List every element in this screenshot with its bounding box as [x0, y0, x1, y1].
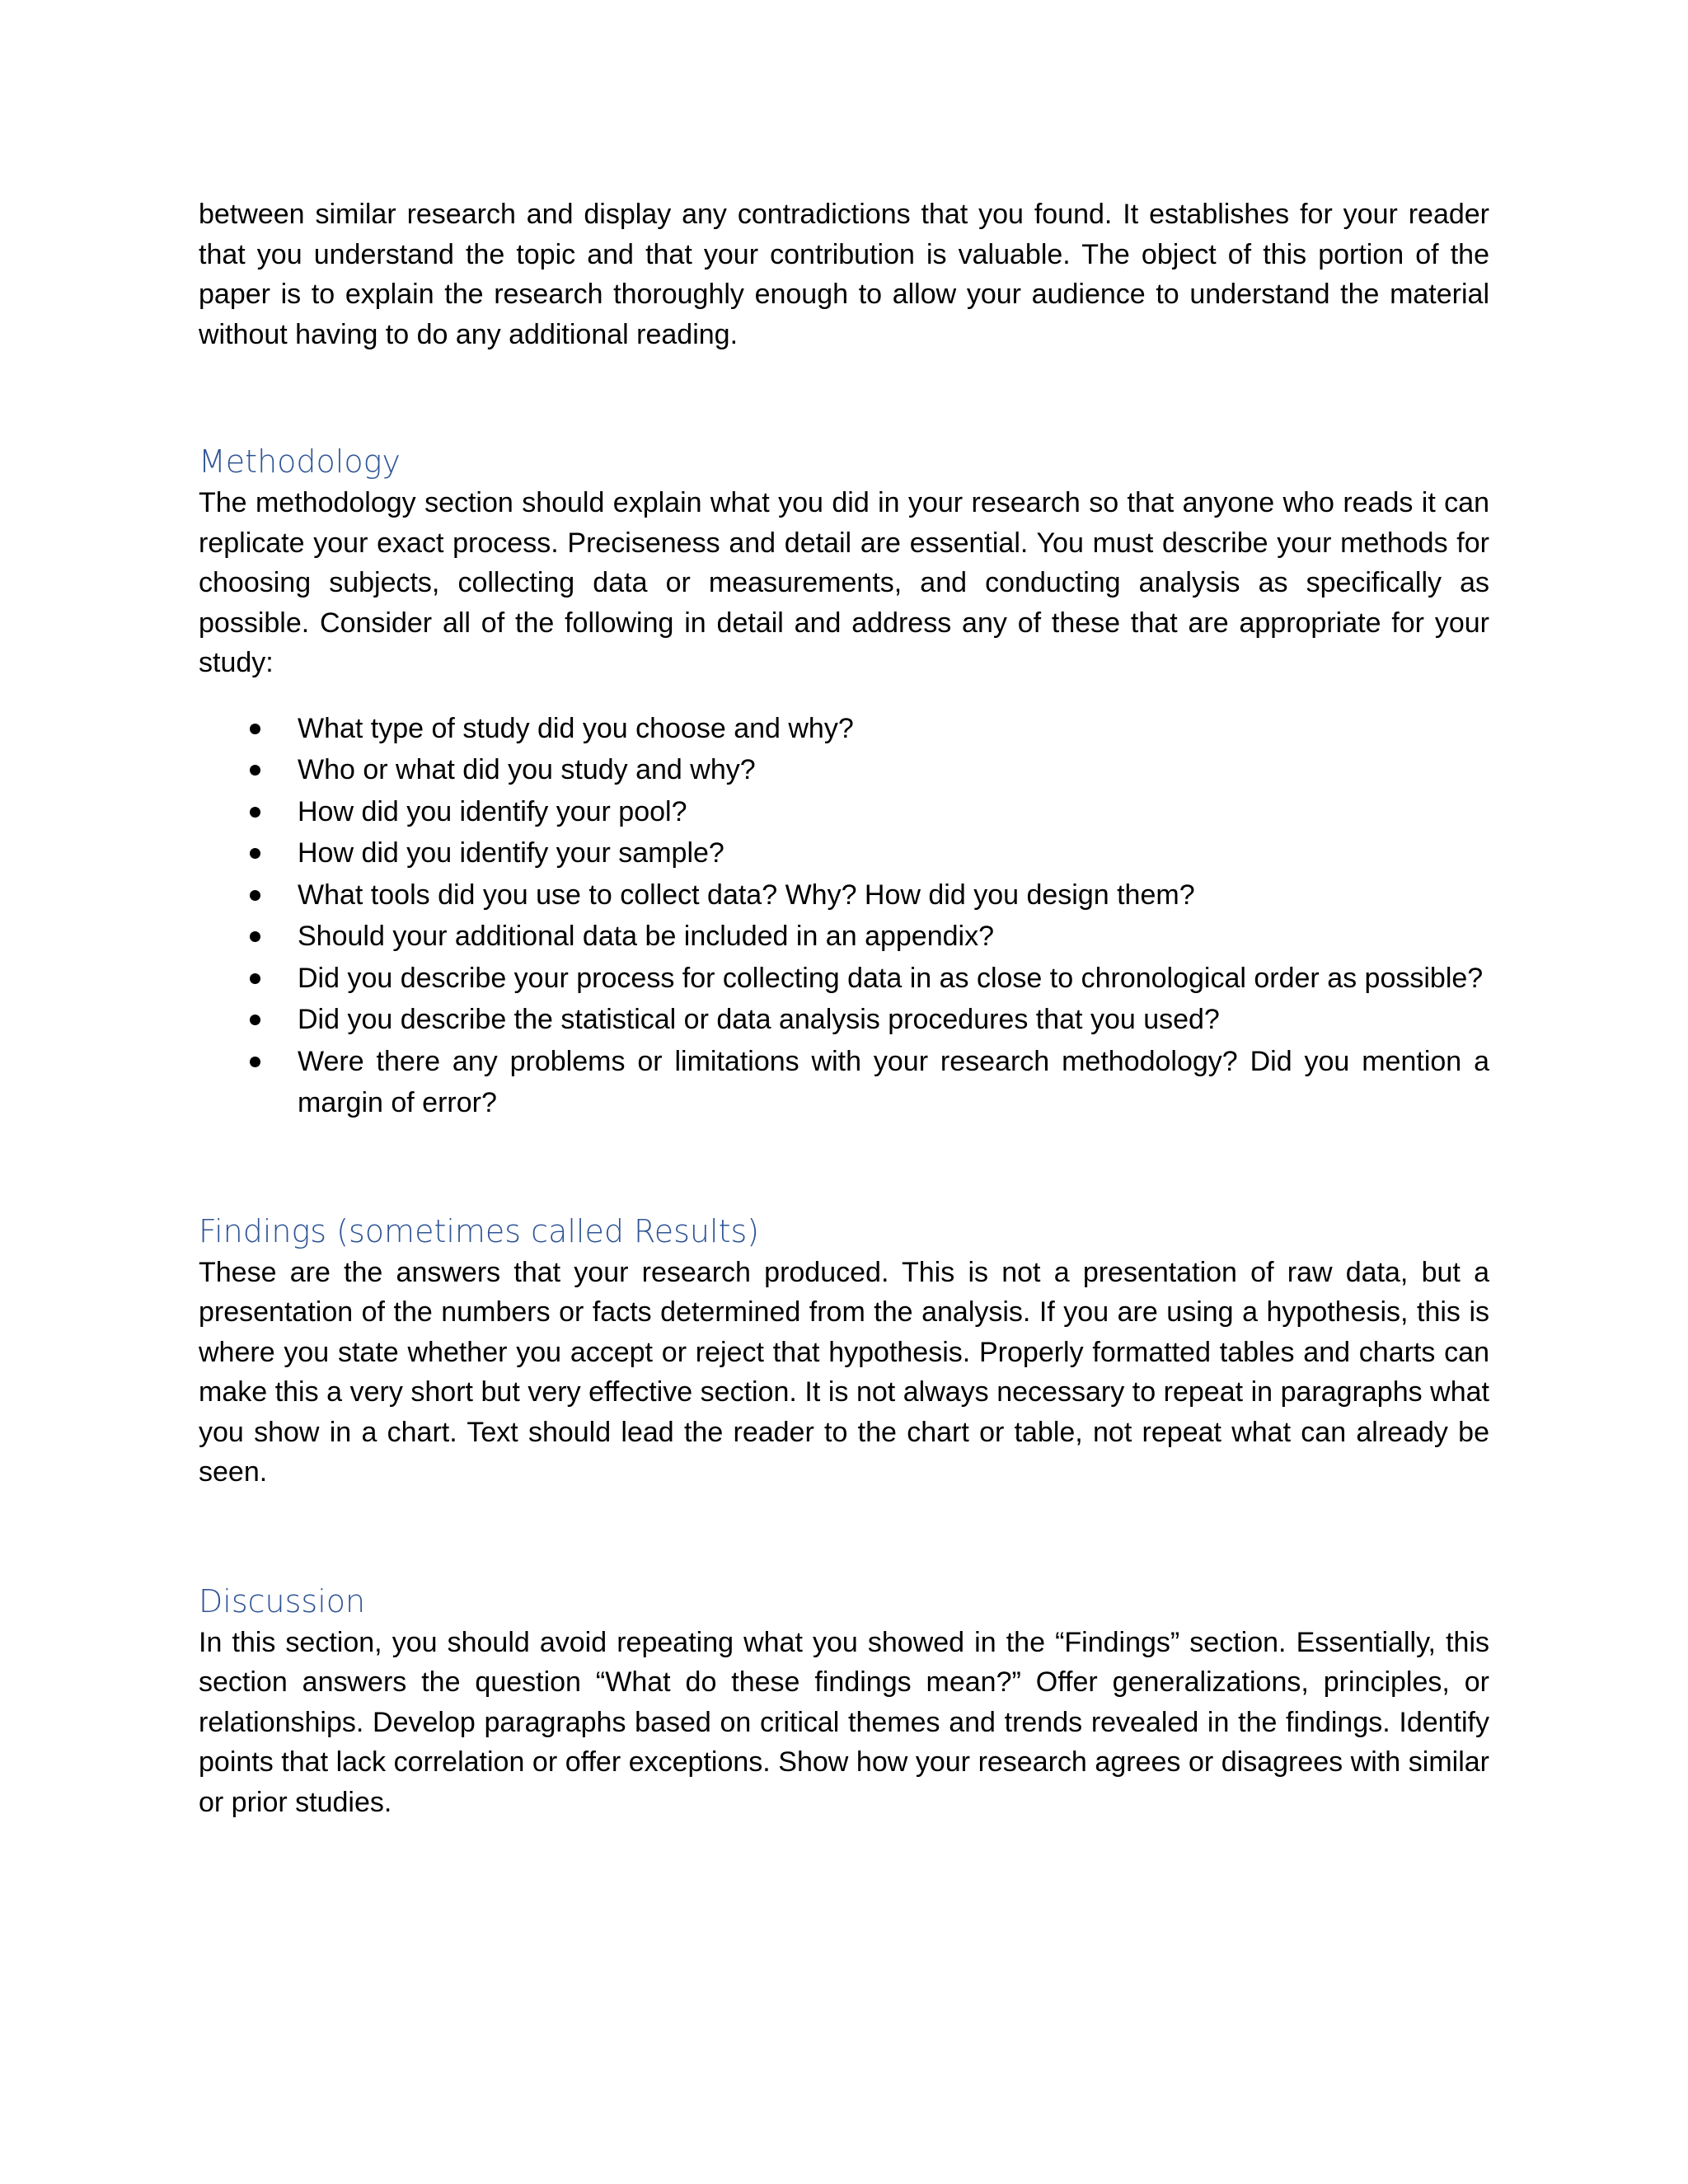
- list-item: [199, 916, 1489, 958]
- list-item-text: Should your additional data be included in an appendix?: [298, 921, 994, 952]
- methodology-heading: Methodology: [199, 443, 401, 480]
- bullet-icon: [250, 890, 260, 901]
- bullet-icon: [250, 765, 260, 776]
- discussion-heading: Discussion: [199, 1582, 366, 1619]
- bullet-icon: [250, 1015, 260, 1025]
- list-item-text: How did you identify your sample?: [298, 837, 724, 869]
- methodology-paragraph: The methodology section should explain what you did in your research so that anyone who reads it can replicate your exact process. Preciseness and detail are essential. You must describe your methods for choosing subjects, collecting data or measurements, and conducting analysis as specifically as possible. Consider all of the following in detail and address any of these that are appropriate for your study:: [199, 487, 1489, 678]
- list-item-text: Were there any problems or limitations with your research methodology? Did you mention a margin of error?: [298, 1045, 1489, 1118]
- findings-paragraph: These are the answers that your research produced. This is not a presentation of raw data, but a presentation of the numbers or facts determined from the analysis. If you are using a hypothesis, this is where you state whether you accept or reject that hypothesis. Properly formatted tables and charts can make this a very short but very effective section. It is not always necessary to repeat in paragraphs what you show in a chart. Text should lead the reader to the chart or table, not repeat what can already be seen.: [199, 1256, 1489, 1488]
- methodology-bullet-list: [199, 708, 1489, 1124]
- bullet-icon: [250, 931, 260, 942]
- document-page: [199, 194, 1489, 1822]
- list-item-text: What tools did you use to collect data? Why? How did you design them?: [298, 879, 1195, 911]
- list-item: [199, 832, 1489, 874]
- list-item-text: Who or what did you study and why?: [298, 754, 756, 785]
- findings-heading: Findings (sometimes called Results): [199, 1212, 760, 1249]
- list-item: [199, 791, 1489, 833]
- list-item-text: Did you describe your process for collecting data in as close to chronological order as possible?: [298, 962, 1484, 994]
- list-item-text: How did you identify your pool?: [298, 795, 687, 827]
- list-item: [199, 1041, 1489, 1124]
- discussion-paragraph: In this section, you should avoid repeating what you showed in the “Findings” section. Essentially, this section answers the question “What do these findings mean?” Offer generalizations, principles, or relationships. Develop paragraphs based on critical themes and trends revealed in the findings. Identify points that lack correlation or offer exceptions. Show how your research agrees or disagrees with similar or prior studies.: [199, 1626, 1489, 1818]
- list-item: [199, 958, 1489, 1000]
- bullet-icon: [250, 724, 260, 734]
- bullet-icon: [250, 807, 260, 818]
- intro-paragraph: between similar research and display any contradictions that you found. It establishes for your reader that you understand the topic and that your contribution is valuable. The object of this portion of the paper is to explain the research thoroughly enough to allow your audience to understand the material without having to do any additional reading.: [199, 199, 1489, 350]
- list-item-text: What type of study did you choose and why?: [298, 712, 854, 744]
- list-item: [199, 749, 1489, 791]
- list-item: [199, 874, 1489, 916]
- list-item: [199, 999, 1489, 1041]
- bullet-icon: [250, 848, 260, 859]
- list-item: [199, 708, 1489, 750]
- bullet-icon: [250, 1057, 260, 1067]
- list-item-text: Did you describe the statistical or data analysis procedures that you used?: [298, 1004, 1220, 1035]
- bullet-icon: [250, 973, 260, 984]
